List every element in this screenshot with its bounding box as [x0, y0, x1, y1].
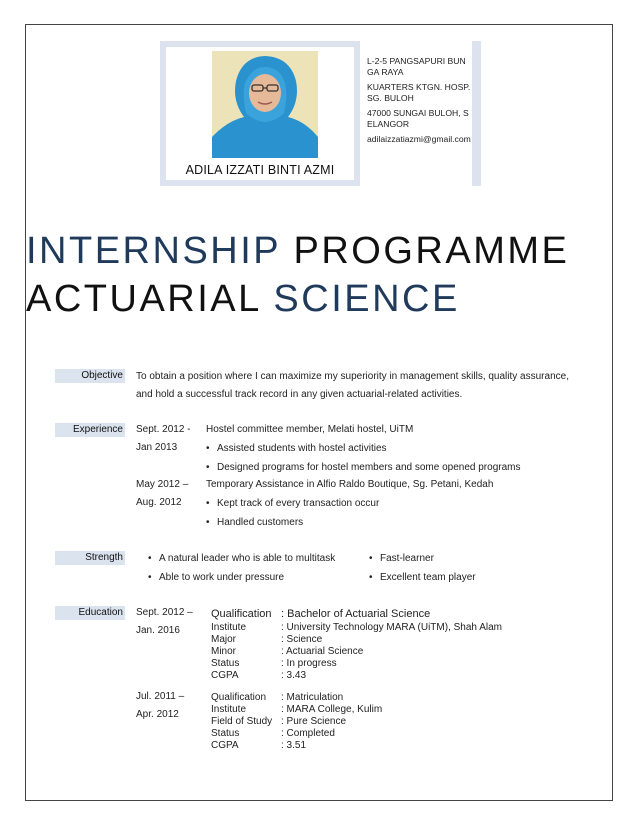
education-label: Education: [55, 606, 125, 620]
experience-2-date-start: May 2012 –: [136, 479, 189, 490]
title-word-programme: PROGRAMME: [293, 230, 570, 272]
education-1-val-major: : Science: [281, 634, 323, 645]
experience-2-bullet-1: • Kept track of every transaction occur: [206, 498, 379, 509]
experience-1-bullet-1: • Assisted students with hostel activities: [206, 443, 387, 454]
education-2-val-status: : Completed: [281, 728, 335, 739]
title-word-science: SCIENCE: [273, 278, 460, 320]
address-line-1: L-2-5 PANGSAPURI BUNGA RAYA: [367, 56, 466, 77]
experience-1-role: Hostel committee member, Melati hostel, UiTM: [206, 424, 414, 435]
education-2-key-cgpa: CGPA: [211, 740, 239, 751]
education-1-key-cgpa: CGPA: [211, 670, 239, 681]
education-2-val-qualification: : Matriculation: [281, 692, 344, 703]
strength-right-1: • Fast-learner: [369, 553, 434, 564]
education-1-key-status: Status: [211, 658, 240, 669]
education-2-key-status: Status: [211, 728, 240, 739]
education-1-val-institute: : University Technology MARA (UiTM), Shah Alam: [281, 622, 503, 633]
objective-label: Objective: [55, 369, 125, 383]
education-1-date-start: Sept. 2012 –: [136, 607, 193, 618]
address-block: [367, 56, 471, 149]
strength-left-1: • A natural leader who is able to multitask: [148, 553, 335, 564]
education-1-date-end: Jan. 2016: [136, 625, 180, 636]
strength-label: Strength: [55, 551, 125, 565]
education-2-val-institute: : MARA College, Kulim: [281, 704, 383, 715]
education-2-date-start: Jul. 2011 –: [136, 691, 185, 702]
education-1-val-minor: : Actuarial Science: [281, 646, 364, 657]
education-2-date-end: Apr. 2012: [136, 709, 179, 720]
address-accent-bar: [472, 41, 481, 186]
strength-left-2: • Able to work under pressure: [148, 572, 284, 583]
education-1-val-qualification: : Bachelor of Actuarial Science: [281, 608, 431, 620]
profile-photo: [212, 51, 318, 158]
experience-2-date-end: Aug. 2012: [136, 497, 182, 508]
education-2-key-field: Field of Study: [211, 716, 273, 727]
title-line-2: [26, 278, 460, 321]
experience-1-date-start: Sept. 2012 -: [136, 424, 191, 435]
education-1-val-cgpa: : 3.43: [281, 670, 307, 681]
education-2-key-institute: Institute: [211, 704, 247, 715]
title-line-1: [26, 230, 569, 273]
title-word-internship: INTERNSHIP: [26, 230, 281, 272]
education-2-val-cgpa: : 3.51: [281, 740, 307, 751]
experience-2-bullet-2: • Handled customers: [206, 517, 303, 528]
strength-right-2: • Excellent team player: [369, 572, 476, 583]
experience-2-role: Temporary Assistance in Alfio Raldo Boutique, Sg. Petani, Kedah: [206, 479, 494, 490]
candidate-name: ADILA IZZATI BINTI AZMI: [185, 163, 335, 177]
title-word-actuarial: ACTUARIAL: [26, 278, 261, 320]
education-1-key-major: Major: [211, 634, 237, 645]
education-2-key-qualification: Qualification: [211, 692, 267, 703]
experience-1-bullet-2: • Designed programs for hostel members and some opened programs: [206, 462, 521, 473]
address-line-2: KUARTERS KTGN. HOSP. SG. BULOH: [367, 82, 471, 103]
education-1-key-institute: Institute: [211, 622, 247, 633]
objective-text-line-1: To obtain a position where I can maximize my superiority in management skills, quality assurance,: [136, 371, 569, 382]
education-1-key-minor: Minor: [211, 646, 237, 657]
objective-text-line-2: and hold a successful track record in any given actuarial-related activities.: [136, 389, 463, 400]
education-2-val-field: : Pure Science: [281, 716, 347, 727]
education-1-val-status: : In progress: [281, 658, 337, 669]
experience-1-date-end: Jan 2013: [136, 442, 178, 453]
education-1-key-qualification: Qualification: [211, 608, 272, 620]
address-line-3: 47000 SUNGAI BULOH, SELANGOR: [367, 108, 469, 129]
experience-label: Experience: [55, 423, 125, 437]
email-link[interactable]: adilaizzatiazmi@gmail.com: [367, 134, 471, 144]
